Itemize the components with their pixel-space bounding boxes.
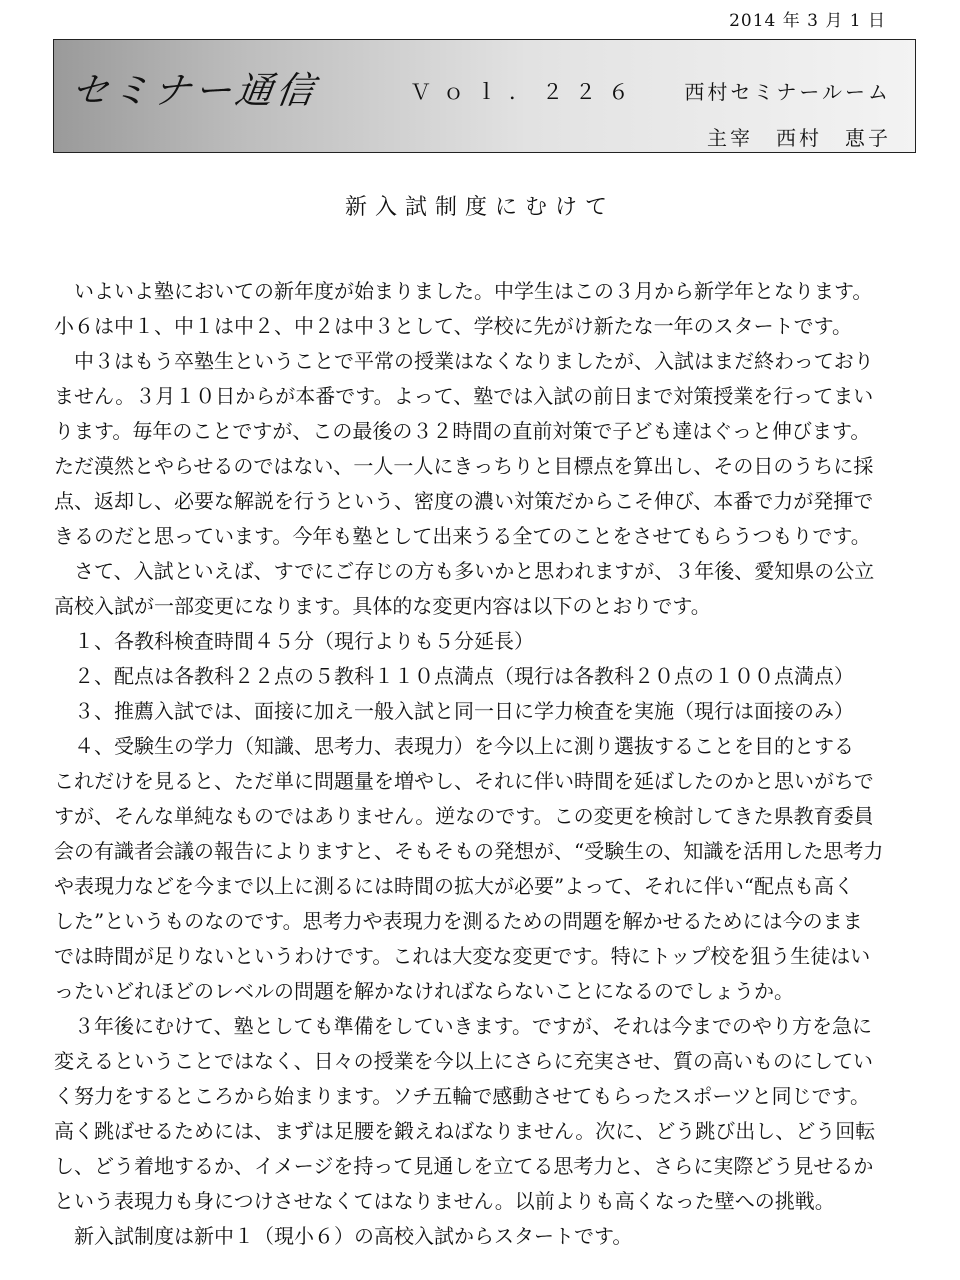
paragraph-line: ３年後にむけて、塾としても準備をしていきます。ですが、それは今までのやり方を急に <box>74 1014 872 1038</box>
list-item: ４、受験生の学力（知識、思考力、表現力）を今以上に測り選抜することを目的とする <box>74 734 854 758</box>
newsletter-header <box>53 39 916 153</box>
article-body <box>54 274 894 1254</box>
issue-date: 2014 年 3 月 1 日 <box>729 11 886 31</box>
paragraph-line: した”というものなのです。思考力や表現力を測るための問題を解かせるためには今のまま <box>54 909 863 933</box>
list-item: １、各教科検査時間４５分（現行よりも５分延長） <box>74 629 534 653</box>
paragraph-line: では時間が足りないというわけです。これは大変な変更です。特にトップ校を狙う生徒はい <box>54 944 871 968</box>
paragraph-line: ただ漠然とやらせるのではない、一人一人にきっちりと目標点を算出し、その日のうちに採 <box>54 454 874 478</box>
paragraph-line: 小６は中１、中１は中２、中２は中３として、学校に先がけ新たな一年のスタートです。 <box>54 314 852 338</box>
paragraph-line: 点、返却し、必要な解説を行うという、密度の濃い対策だからこそ伸び、本番で力が発揮で <box>54 489 874 513</box>
newsletter-title: セミナー通信 <box>68 69 321 112</box>
paragraph-line: 新入試制度は新中１（現小６）の高校入試からスタートです。 <box>74 1224 633 1248</box>
list-item: ３、推薦入試では、面接に加え一般入試と同一日に学力検査を実施（現行は面接のみ） <box>74 699 854 723</box>
paragraph-line: ったいどれほどのレベルの問題を解かなければならないことになるのでしょうか。 <box>54 979 794 1003</box>
paragraph-line: 会の有識者会議の報告によりますと、そもそもの発想が、“受験生の、知識を活用した思考力 <box>54 839 884 863</box>
paragraph-line: という表現力も身につけさせなくてはなりません。以前よりも高くなった壁への挑戦。 <box>54 1189 835 1213</box>
paragraph-line: これだけを見ると、ただ単に問題量を増やし、それに伴い時間を延ばしたのかと思いがちで <box>54 769 874 793</box>
paragraph-line: 中３はもう卒塾生ということで平常の授業はなくなりましたが、入試はまだ終わっており <box>74 349 874 373</box>
list-item: ２、配点は各教科２２点の５教科１１０点満点（現行は各教科２０点の１００点満点） <box>74 664 854 688</box>
paragraph-line: し、どう着地するか、イメージを持って見通しを立てる思考力と、さらに実際どう見せるか <box>54 1154 874 1178</box>
paragraph-line: さて、入試といえば、すでにご存じの方も多いかと思われますが、３年後、愛知県の公立 <box>74 559 875 583</box>
paragraph-line: ません。３月１０日からが本番です。よって、塾では入試の前日まで対策授業を行ってまい <box>54 384 874 408</box>
paragraph-line: 高く跳ばせるためには、まずは足腰を鍛えねばなりません。次に、どう跳び出し、どう回転 <box>54 1119 876 1143</box>
organization-name: 西村セミナールーム <box>684 80 891 104</box>
paragraph-line: すが、そんな単純なものではありません。逆なのです。この変更を検討してきた県教育委員 <box>54 804 874 828</box>
article-title: 新入試制度にむけて <box>344 195 615 220</box>
paragraph-line: ります。毎年のことですが、この最後の３２時間の直前対策で子ども達はぐっと伸びます。 <box>54 419 871 443</box>
paragraph-line: や表現力などを今まで以上に測るには時間の拡大が必要”よって、それに伴い“配点も高く <box>54 874 855 898</box>
paragraph-line: く努力をするところから始まります。ソチ五輪で感動させてもらったスポーツと同じです。 <box>54 1084 870 1108</box>
paragraph-line: きるのだと思っています。今年も塾として出来うる全てのことをさせてもらうつもりです。 <box>54 524 871 548</box>
organization-head: 主宰 西村 恵子 <box>707 126 891 150</box>
paragraph-line: 高校入試が一部変更になります。具体的な変更内容は以下のとおりです。 <box>54 594 711 618</box>
volume-number: Ｖｏｌ．２２６ <box>410 80 641 104</box>
paragraph-line: 変えるということではなく、日々の授業を今以上にさらに充実させ、質の高いものにしてい <box>54 1049 873 1073</box>
paragraph-line: いよいよ塾においての新年度が始まりました。中学生はこの３月から新学年となります。 <box>74 279 873 303</box>
